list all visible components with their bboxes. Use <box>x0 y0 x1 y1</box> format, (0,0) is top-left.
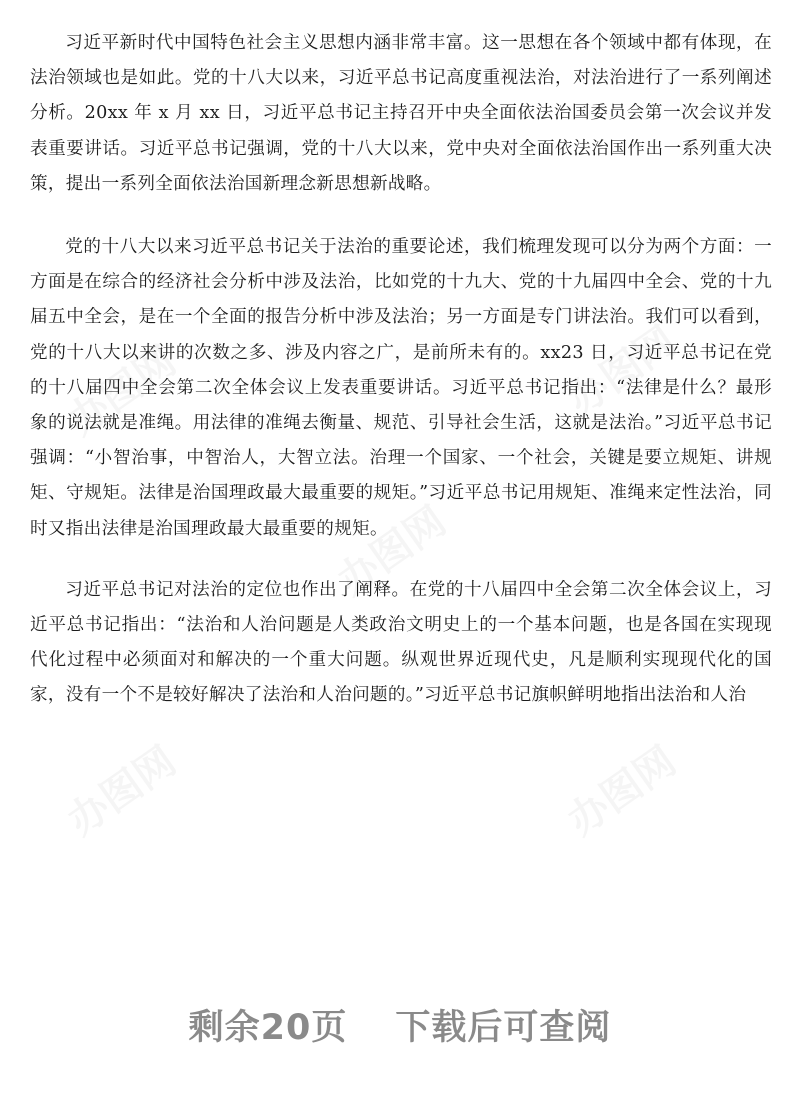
document-body <box>30 26 772 742</box>
download-banner[interactable] <box>0 1000 800 1050</box>
paragraph: 习近平总书记对法治的定位也作出了阐释。在党的十八届四中全会第二次全体会议上，习近平总书记指出：“法治和人治问题是人类政治文明史上的一个基本问题，也是各国在实现现代化过程中必须面对和解决的一个重大问题。纵观世界近现代史，凡是顺利实现现代化的国家，没有一个不是较好解决了法治和人治问题的。”习近平总书记旗帜鲜明地指出法治和人治 <box>30 579 772 706</box>
watermark-text: 办图网 <box>559 318 685 425</box>
watermark-text: 办图网 <box>59 738 185 845</box>
download-prompt-label[interactable]: 下载后可查阅 <box>395 1008 612 1048</box>
paragraph: 党的十八大以来习近平总书记关于法治的重要论述，我们梳理发现可以分为两个方面：一方面是在综合的经济社会分析中涉及法治，比如党的十九大、党的十九届四中全会、党的十九届五中全会，是在一个全面的报告分析中涉及法治；另一方面是专门讲法治。我们可以看到，党的十八大以来讲的次数之多、涉及内容之广，是前所未有的。xx23 日，习近平总书记在党的十八届四中全会第二次全体会议上发表重要讲话。习近平总书记指出：“法律是什么？最形象的说法就是准绳。用法律的准绳去衡量、规范、引导社会生活，这就是法治。”习近平总书记强调：“小智治事，中智治人，大智立法。治理一个国家、一个社会，关键是要立规矩、讲规矩、守规矩。法律是治国理政最大最重要的规矩。”习近平总书记用规矩、准绳来定性法治，同时又指出法律是治国理政最大最重要的规矩。 <box>30 237 772 539</box>
paragraph: 习近平新时代中国特色社会主义思想内涵非常丰富。这一思想在各个领域中都有体现，在法治领域也是如此。党的十八大以来，习近平总书记高度重视法治，对法治进行了一系列阐述分析。20xx 年 x 月 xx 日，习近平总书记主持召开中央全面依法治国委员会第一次会议并发表重要讲话。习近平总书记强调，党的十八大以来，党中央对全面依法治国作出一系列重大决策，提出一系列全面依法治国新理念新思想新战略。 <box>30 33 772 194</box>
watermark-text: 办图网 <box>559 738 685 845</box>
remaining-pages-label: 剩余20页 <box>188 1008 348 1048</box>
watermark-text: 办图网 <box>329 498 455 605</box>
watermark-text: 办图网 <box>59 338 185 445</box>
